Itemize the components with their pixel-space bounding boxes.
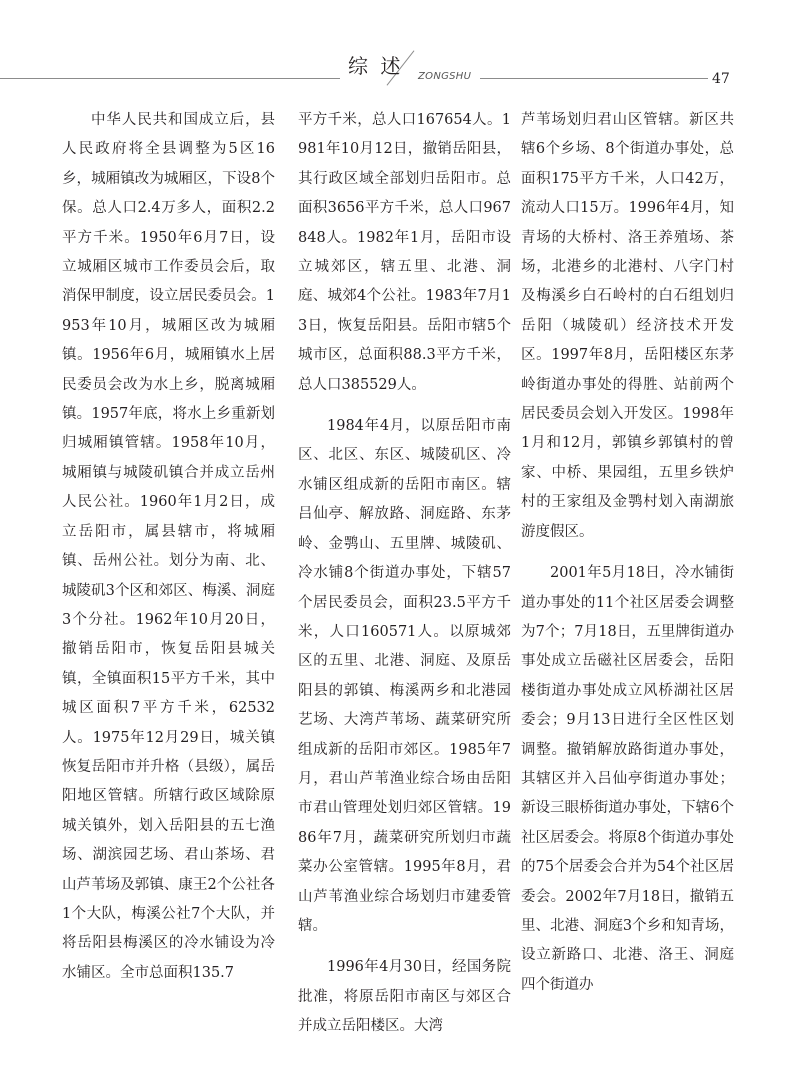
- section-subtitle: ZONGSHU: [418, 71, 472, 82]
- paragraph: 1996年4月30日，经国务院批准，将原岳阳市南区与郊区合并成立岳阳楼区。大湾: [298, 959, 511, 1035]
- paragraph: 芦苇场划归君山区管辖。新区共辖6个乡场、8个街道办事处，总面积175平方千米，人口42万，流动人口15万。1996年4月，知青场的大桥村、洛王养殖场、茶场，北港乡的北港村、八字门村及梅溪乡白石岭村的白石组划归岳阳（城陵矶）经济技术开发区。1997年8月，岳阳楼区东茅岭街道办事处的得胜、站前两个居民委员会划入开发区。1998年1月和12月，郭镇乡郭镇村的曾家、中桥、果园组，五里乡铁炉村的王家组及金鹗村划入南湖旅游度假区。: [521, 112, 734, 540]
- text-column-2: [298, 106, 511, 1054]
- page-number: 47: [712, 71, 730, 87]
- paragraph: 平方千米，总人口167654人。1981年10月12日，撤销岳阳县，其行政区域全部划归岳阳市。总面积3656平方千米，总人口967848人。1982年1月，岳阳市设立城郊区，辖五里、北港、洞庭、城郊4个公社。1983年7月13日，恢复岳阳县。岳阳市辖5个城市区，总面积88.3平方千米，总人口385529人。: [298, 112, 511, 393]
- header-rule-left: [0, 78, 340, 79]
- page-header: [0, 0, 793, 95]
- text-column-3: [521, 106, 734, 1012]
- text-column-1: [62, 106, 275, 1000]
- paragraph: 2001年5月18日，冷水铺街道办事处的11个社区居委会调整为7个；7月18日，五里牌街道办事处成立岳磁社区居委会，岳阳楼街道办事处成立风桥湖社区居委会；9月13日进行全区性区划调整。撤销解放路街道办事处，其辖区并入吕仙亭街道办事处；新设三眼桥街道办事处，下辖6个社区居委会。将原8个街道办事处的75个居委会合并为54个社区居委会。2002年7月18日，撤销五里、北港、洞庭3个乡和知青场，设立新路口、北港、洛王、洞庭四个街道办: [521, 565, 734, 993]
- section-title: 综 述: [348, 54, 404, 78]
- paragraph: 1984年4月，以原岳阳市南区、北区、东区、城陵矶区、冷水铺区组成新的岳阳市南区。辖吕仙亭、解放路、洞庭路、东茅岭、金鹗山、五里牌、城陵矶、冷水铺8个街道办事处，下辖57个居民委员会，面积23.5平方千米，人口160571人。以原城郊区的五里、北港、洞庭、及原岳阳县的郭镇、梅溪两乡和北港园艺场、大湾芦苇场、蔬菜研究所组成新的岳阳市郊区。1985年7月，君山芦苇渔业综合场由岳阳市君山管理处划归郊区管辖。1986年7月，蔬菜研究所划归市蔬菜办公室管辖。1995年8月，君山芦苇渔业综合场划归市建委管辖。: [298, 418, 511, 934]
- header-rule-right: [480, 78, 708, 79]
- paragraph: 中华人民共和国成立后，县人民政府将全县调整为5区16乡，城厢镇改为城厢区，下设8个保。总人口2.4万多人，面积2.2平方千米。1950年6月7日，设立城厢区城市工作委员会后，取消保甲制度，设立居民委员会。1953年10月，城厢区改为城厢镇。1956年6月，城厢镇水上居民委员会改为水上乡，脱离城厢镇。1957年底，将水上乡重新划归城厢镇管辖。1958年10月，城厢镇与城陵矶镇合并成立岳州人民公社。1960年1月2日，成立岳阳市，属县辖市，将城厢镇、岳州公社。划分为南、北、城陵矶3个区和郊区、梅溪、洞庭3个分社。1962年10月20日，撤销岳阳市，恢复岳阳县城关镇，全镇面积15平方千米，其中城区面积7平方千米，62532人。1975年12月29日，城关镇恢复岳阳市并升格（县级），属岳阳地区管辖。所辖行政区域除原城关镇外，划入岳阳县的五七渔场、湖滨园艺场、君山茶场、君山芦苇场及郭镇、康王2个公社各1个大队，梅溪公社7个大队，并将岳阳县梅溪区的冷水铺设为冷水铺区。全市总面积135.7: [62, 112, 275, 981]
